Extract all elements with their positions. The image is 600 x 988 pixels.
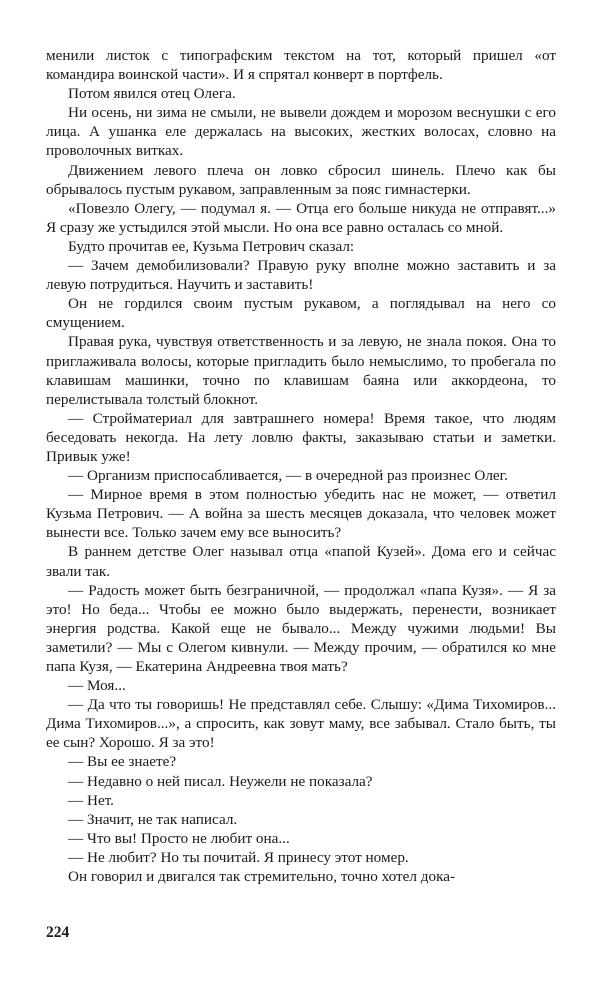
paragraph-23: Он говорил и двигался так стремительно, точно хотел дока-: [68, 868, 456, 886]
paragraph-1: менили листок с типографским текстом на тот, который пришел «от командира воинской части». И я спрятал конверт в портфель.: [46, 47, 556, 84]
paragraph-2: Потом явился отец Олега.: [68, 85, 236, 103]
paragraph-7: — Зачем демобилизовали? Правую руку вполне можно заставить и за левую потрудиться. Научить и заставить!: [46, 257, 556, 294]
paragraph-11: — Организм приспосабливается, — в очередной раз произнес Олег.: [68, 467, 508, 485]
page-number: 224: [46, 924, 70, 941]
paragraph-21: — Что вы! Просто не любит она...: [68, 829, 290, 847]
paragraph-12: — Мирное время в этом полностью убедить нас не может, — ответил Кузьма Петрович. — А война за шесть месяцев доказала, что человек может вынести все. Только зачем ему все выносить?: [46, 486, 556, 542]
paragraph-6: Будто прочитав ее, Кузьма Петрович сказал:: [68, 237, 355, 255]
paragraph-5: «Повезло Олегу, — подумал я. — Отца его больше никуда не отправят...» Я сразу же устыдился этой мысли. Но она все равно осталась со мной.: [46, 199, 556, 236]
paragraph-8: Он не гордился своим пустым рукавом, а поглядывал на него со смущением.: [46, 295, 556, 332]
paragraph-14: — Радость может быть безграничной, — продолжал «папа Кузя». — Я за это! Но беда... Чтобы ее можно было выдержать, перенести, возникает энергия родства. Какой еще не бывало... Между чужими людьми! Вы заметили? — Мы с Олегом кивнули. — Между прочим, — обратился ко мне папа Кузя, — Екатерина Андреевна твоя мать?: [46, 581, 556, 675]
paragraph-22: — Не любит? Но ты почитай. Я принесу этот номер.: [68, 848, 409, 866]
paragraph-17: — Вы ее знаете?: [68, 753, 177, 771]
paragraph-9: Правая рука, чувствуя ответственность и за левую, не знала покоя. Она то приглаживала волосы, которые пригладить было немыслимо, то пробегала по клавишам машинки, точно по клавишам баяна или аккордеона, то перелистывала толстый блокнот.: [46, 333, 556, 408]
page-body: [46, 46, 556, 886]
paragraph-18: — Недавно о ней писал. Неужели не показала?: [68, 772, 373, 790]
paragraph-15: — Моя...: [68, 677, 126, 695]
paragraph-19: — Нет.: [68, 791, 114, 809]
paragraph-4: Движением левого плеча он ловко сбросил шинель. Плечо как бы обрывалось пустым рукавом, заправленным за пояс гимнастерки.: [46, 161, 556, 198]
paragraph-16: — Да что ты говоришь! Не представлял себе. Слышу: «Дима Тихомиров... Дима Тихомиров...», а спросить, как зовут маму, все забывал. Стало быть, ты ее сын? Хорошо. Я за это!: [46, 696, 556, 752]
paragraph-3: Ни осень, ни зима не смыли, не вывели дождем и морозом веснушки с его лица. А ушанка еле держалась на высоких, жестких волосах, словно на проволочных витках.: [46, 104, 556, 160]
paragraph-13: В раннем детстве Олег называл отца «папой Кузей». Дома его и сейчас звали так.: [46, 543, 556, 580]
paragraph-10: — Стройматериал для завтрашнего номера! Время такое, что людям беседовать некогда. На лету ловлю факты, заказываю статьи и заметки. Привык уже!: [46, 409, 556, 465]
paragraph-20: — Значит, не так написал.: [68, 810, 238, 828]
